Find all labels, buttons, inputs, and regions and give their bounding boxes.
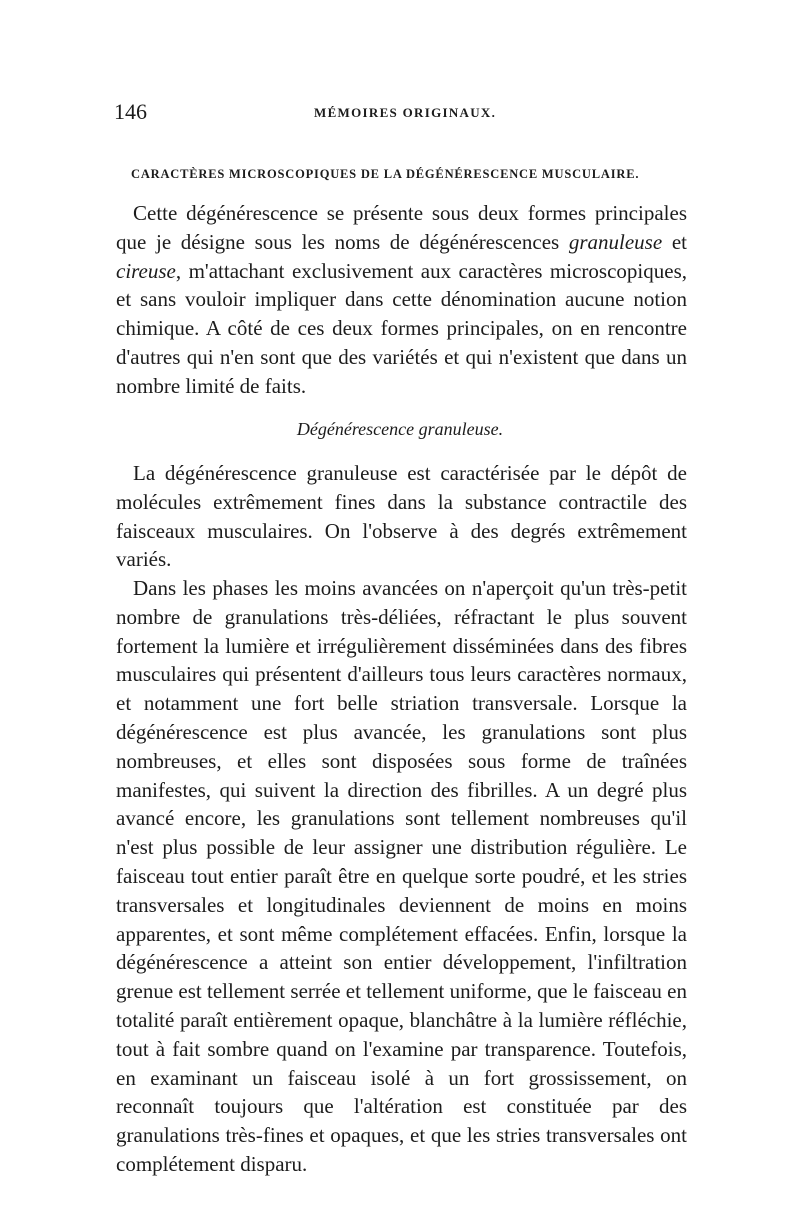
section-title: CARACTÈRES MICROSCOPIQUES DE LA DÉGÉNÉRESCENCE MUSCULAIRE. <box>131 167 640 181</box>
paragraph-definition-text: La dégénérescence granuleuse est caractérisée par le dépôt de molécules extrêmement fines dans la substance contractile des faisceaux musculaires. On l'observe à des degrés extrêmement variés. <box>116 461 687 572</box>
paragraph-intro-part3: , m'attachant exclusivement aux caractères microscopiques, et sans vouloir impliquer dans cette dénomination aucune notion chimique. A côté de ces deux formes principales, on en rencontre d'autres qui n'en sont que des variétés et qui n'existent que dans un nombre limité de faits. <box>116 258 687 398</box>
paragraph-phases <box>116 574 687 1179</box>
term-cireuse: cireuse <box>116 258 176 283</box>
journal-title: MÉMOIRES ORIGINAUX. <box>314 105 497 120</box>
paragraph-intro <box>116 199 687 401</box>
page-number: 146 <box>114 99 147 124</box>
paragraph-intro-text <box>116 199 687 401</box>
running-head <box>114 100 686 124</box>
paragraph-phases-text: Dans les phases les moins avancées on n'aperçoit qu'un très-petit nombre de granulations très-déliées, réfractant le plus souvent fortement la lumière et irrégulièrement disséminées dans des fibres musculaires qui présentent d'ailleurs tous leurs caractères normaux, et notamment une fort belle striation transversale. Lorsque la dégénérescence est plus avancée, les granulations sont plus nombreuses, et elles sont disposées sous forme de traînées manifestes, qui suivent la direction des fibrilles. A un degré plus avancé encore, les granulations sont tellement nombreuses qu'il n'est plus possible de leur assigner une distribution régulière. Le faisceau tout entier paraît être en quelque sorte poudré, et les stries transversales et longitudinales deviennent de moins en moins apparentes, et sont même complétement effacées. Enfin, lorsque la dégénérescence a atteint son entier développement, l'infiltration grenue est tellement serrée et tellement uniforme, que le faisceau en totalité paraît entièrement opaque, blanchâtre à la lumière réfléchie, tout à fait sombre quand on l'examine par transparence. Toutefois, en examinant un faisceau isolé à un fort grossissement, on reconnaît toujours que l'altération est constituée par des granulations très-fines et opaques, et que les stries transversales ont complétement disparu. <box>116 576 687 1176</box>
paragraph-definition <box>116 459 687 574</box>
paragraph-intro-part2: et <box>662 229 688 254</box>
term-granuleuse: granuleuse <box>568 229 663 254</box>
paragraph-intro-part1: Cette dégénérescence se présente sous deux formes principales que je désigne sous les noms de dégénérescences <box>116 201 687 254</box>
subheading: Dégénérescence granuleuse. <box>296 419 504 439</box>
